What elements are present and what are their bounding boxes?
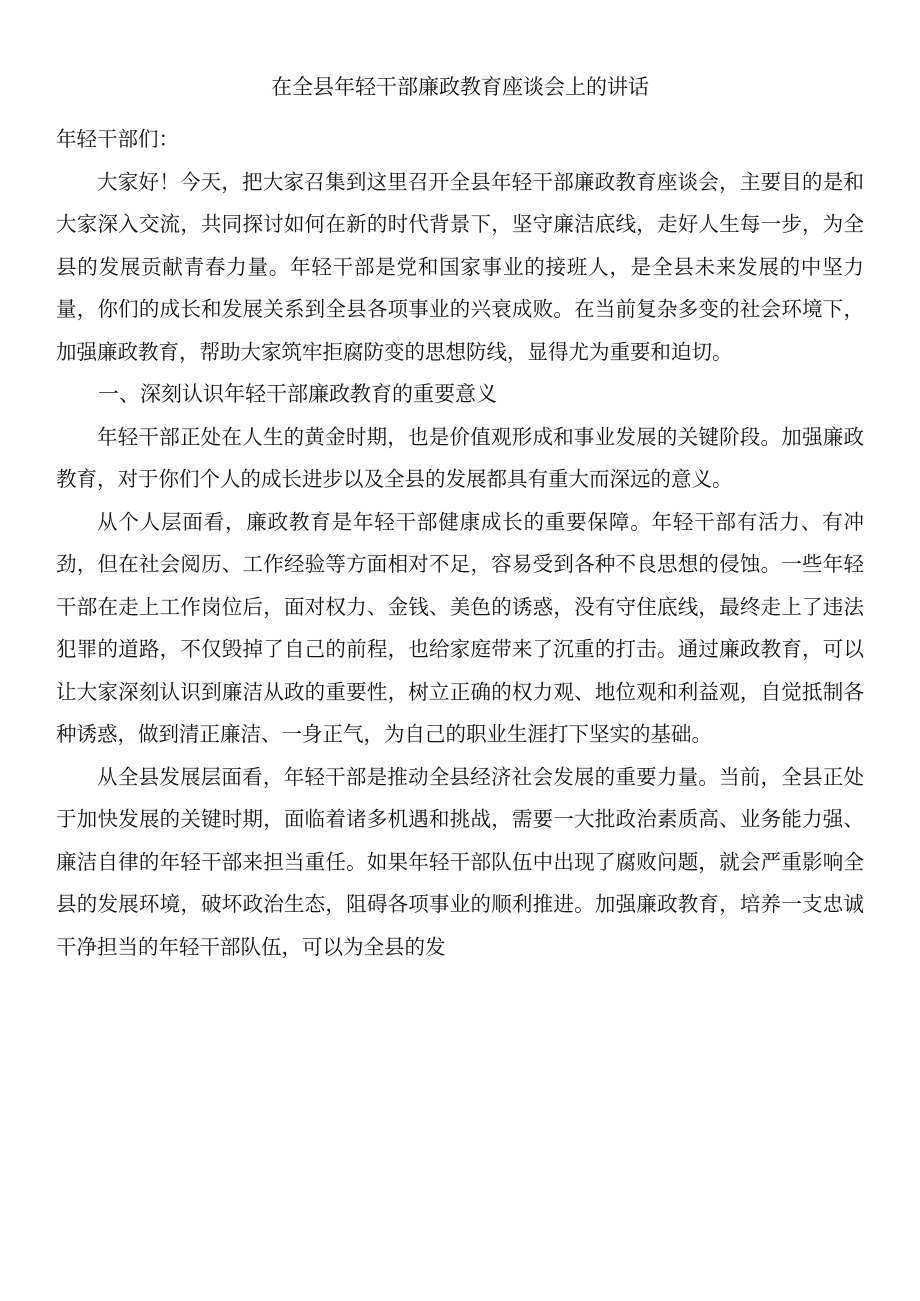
document-title: 在全县年轻干部廉政教育座谈会上的讲话 <box>271 75 649 99</box>
salutation: 年轻干部们： <box>56 127 179 151</box>
document-body <box>56 118 864 968</box>
body-paragraph: 年轻干部正处在人生的黄金时期，也是价值观形成和事业发展的关键阶段。加强廉政教育，对于你们个人的成长进步以及全县的发展都具有重大而深远的意义。 <box>56 424 864 491</box>
body-paragraph: 从个人层面看，廉政教育是年轻干部健康成长的重要保障。年轻干部有活力、有冲劲，但在社会阅历、工作经验等方面相对不足，容易受到各种不良思想的侵蚀。一些年轻干部在走上工作岗位后，面对权力、金钱、美色的诱惑，没有守住底线，最终走上了违法犯罪的道路，不仅毁掉了自己的前程，也给家庭带来了沉重的打击。通过廉政教育，可以让大家深刻认识到廉洁从政的重要性，树立正确的权力观、地位观和利益观，自觉抵制各种诱惑，做到清正廉洁、一身正气，为自己的职业生涯打下坚实的基础。 <box>56 509 864 746</box>
body-paragraph: 从全县发展层面看，年轻干部是推动全县经济社会发展的重要力量。当前，全县正处于加快发展的关键时期，面临着诸多机遇和挑战，需要一大批政治素质高、业务能力强、廉洁自律的年轻干部来担当重任。如果年轻干部队伍中出现了腐败问题，就会严重影响全县的发展环境，破坏政治生态，阻碍各项事业的顺利推进。加强廉政教育，培养一支忠诚干净担当的年轻干部队伍，可以为全县的发 <box>56 764 864 959</box>
section-heading: 一、深刻认识年轻干部廉政教育的重要意义 <box>98 382 497 406</box>
opening-paragraph: 大家好！今天，把大家召集到这里召开全县年轻干部廉政教育座谈会，主要目的是和大家深入交流，共同探讨如何在新的时代背景下，坚守廉洁底线，走好人生每一步，为全县的发展贡献青春力量。年轻干部是党和国家事业的接班人，是全县未来发展的中坚力量，你们的成长和发展关系到全县各项事业的兴衰成败。在当前复杂多变的社会环境下，加强廉政教育，帮助大家筑牢拒腐防变的思想防线，显得尤为重要和迫切。 <box>56 169 864 364</box>
